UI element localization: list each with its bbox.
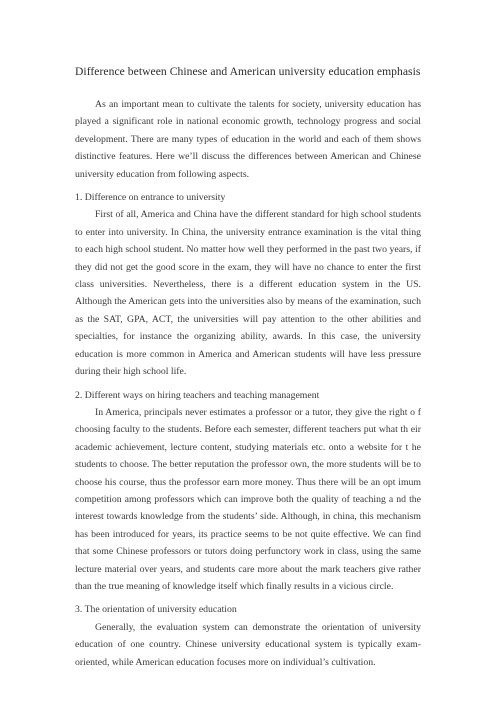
section-paragraph-entrance: First of all, America and China have the different standard for high school students to enter into university. In China, the university entrance examination is the vital thing to each high school student. No matter how well they performed in the past two years, if they did not get the good score in the exam, they will have no chance to enter the first class universities. Nevertheless, there is a different education system in the US. Although the American gets into the universities also by means of the examination, such as the SAT, GPA, ACT, the universities will pay attention to the other abilities and specialties, for instance the organizing ability, awards. In this case, the university education is more common in America and American students will have less pressure during their high school life. bbox=[75, 209, 421, 378]
section-paragraph-orientation: Generally, the evaluation system can demonstrate the orientation of university education of one country. Chinese university educational system is typically exam-oriented, while American education focuses more on individual’s cultivation. bbox=[75, 621, 421, 668]
section-paragraph-hiring: In America, principals never estimates a professor or a tutor, they give the right o f choosing faculty to the students. Before each semester, different teachers put what th eir academic achievement, lecture content, studying materials etc. onto a website for t he students to choose. The better reputation the professor own, the more students will be to choose his course, thus the professor earn more money. Thus there will be an opt imum competition among professors which can improve both the quality of teaching a nd the interest towards knowledge from the students’ side. Although, in china, this mechanism has been introduced for years, its practice seems to be not quite effective. We can find that some Chinese professors or tutors doing perfunctory work in class, using the same lecture material over years, and students care more about the mark teachers give rather than the true meaning of knowledge itself which finally results in a vicious circle. bbox=[75, 406, 421, 592]
intro-paragraph: As an important mean to cultivate the talents for society, university education has played a significant role in national economic growth, technology progress and social development. There are many types of education in the world and each of them shows distinctive features. Here we’ll discuss the differences between American and Chinese university education from following aspects. bbox=[75, 99, 421, 180]
section-heading-orientation: 3. The orientation of university education bbox=[75, 604, 237, 616]
document-body bbox=[75, 96, 421, 671]
section-heading-entrance: 1. Difference on entrance to university bbox=[75, 192, 226, 204]
section-heading-hiring: 2. Different ways on hiring teachers and teaching management bbox=[75, 389, 320, 401]
document-title: Difference between Chinese and American university education emphasis bbox=[75, 65, 421, 78]
